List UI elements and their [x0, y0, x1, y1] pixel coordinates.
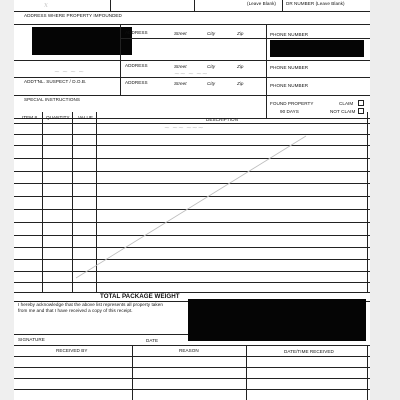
city-label: City — [207, 81, 216, 86]
table-column-line — [246, 345, 247, 400]
phone-label: PHONE NUMBER — [270, 65, 309, 70]
city-label: City — [207, 31, 216, 36]
table-column-line — [367, 345, 368, 400]
table-row — [14, 367, 370, 368]
phone-label: PHONE NUMBER — [270, 32, 309, 37]
reason-header: REASON — [179, 348, 199, 353]
handwriting: ~ ~~ ~~~ — [164, 124, 204, 132]
address-label: ADDRESS — [125, 80, 148, 85]
signature-line — [14, 334, 188, 335]
item-number-header: ITEM # — [22, 115, 38, 120]
table-row — [14, 389, 370, 390]
handwriting: ~~ ~ ~~ — [174, 70, 208, 78]
acknowledgement-text: I hereby acknowledge that the above list represents all property taken — [18, 302, 163, 307]
special-instructions-label: SPECIAL INSTRUCTIONS — [24, 97, 80, 102]
ninety-days-label: 90 DAYS — [280, 109, 299, 114]
table-row — [14, 356, 370, 357]
table-row — [14, 378, 370, 379]
property-receipt-form — [14, 0, 370, 400]
handwriting: x — [44, 1, 48, 9]
street-label: Street — [174, 64, 187, 69]
handwriting: ~ ~ ~ ~ — [54, 68, 85, 76]
found-property-label: FOUND PROPERTY — [270, 101, 314, 106]
date-time-received-header: DATE/TIME RECEIVED — [284, 349, 334, 354]
addl-suspect-label: ADDT'NL. SUSPECT / D.O.B. — [24, 79, 87, 84]
dr-number-label: DR NUMBER (Leave Blank) — [286, 1, 345, 6]
description-header: DESCRIPTION — [206, 117, 238, 122]
claim-label: CLAIM — [339, 101, 354, 106]
scan-edge — [370, 0, 400, 400]
scan-edge — [0, 0, 14, 400]
address-label: ADDRESS — [125, 63, 148, 68]
redacted-block — [188, 299, 366, 341]
city-label: City — [207, 64, 216, 69]
signature-label: SIGNATURE — [18, 337, 45, 342]
phone-label: PHONE NUMBER — [270, 83, 309, 88]
zip-label: Zip — [237, 81, 244, 86]
zip-label: Zip — [237, 64, 244, 69]
street-label: Street — [174, 81, 187, 86]
leave-blank-label: (Leave Blank) — [247, 1, 276, 6]
zip-label: Zip — [237, 31, 244, 36]
acknowledgement-text: from me and that I have received a copy of this receipt. — [18, 308, 133, 313]
received-by-header: RECEIVED BY — [56, 348, 88, 353]
address-label: ADDRESS — [125, 30, 148, 35]
table-column-line — [132, 345, 133, 400]
rule — [14, 345, 370, 346]
not-claim-label: NOT CLAIM — [330, 109, 356, 114]
quantity-header: QUANTITY — [46, 115, 70, 120]
street-label: Street — [174, 31, 187, 36]
value-header: VALUE — [78, 115, 93, 120]
total-package-weight-label: TOTAL PACKAGE WEIGHT — [100, 293, 180, 300]
date-label: DATE — [146, 338, 159, 343]
address-where-impounded-label: ADDRESS WHERE PROPERTY IMPOUNDED — [24, 13, 122, 18]
